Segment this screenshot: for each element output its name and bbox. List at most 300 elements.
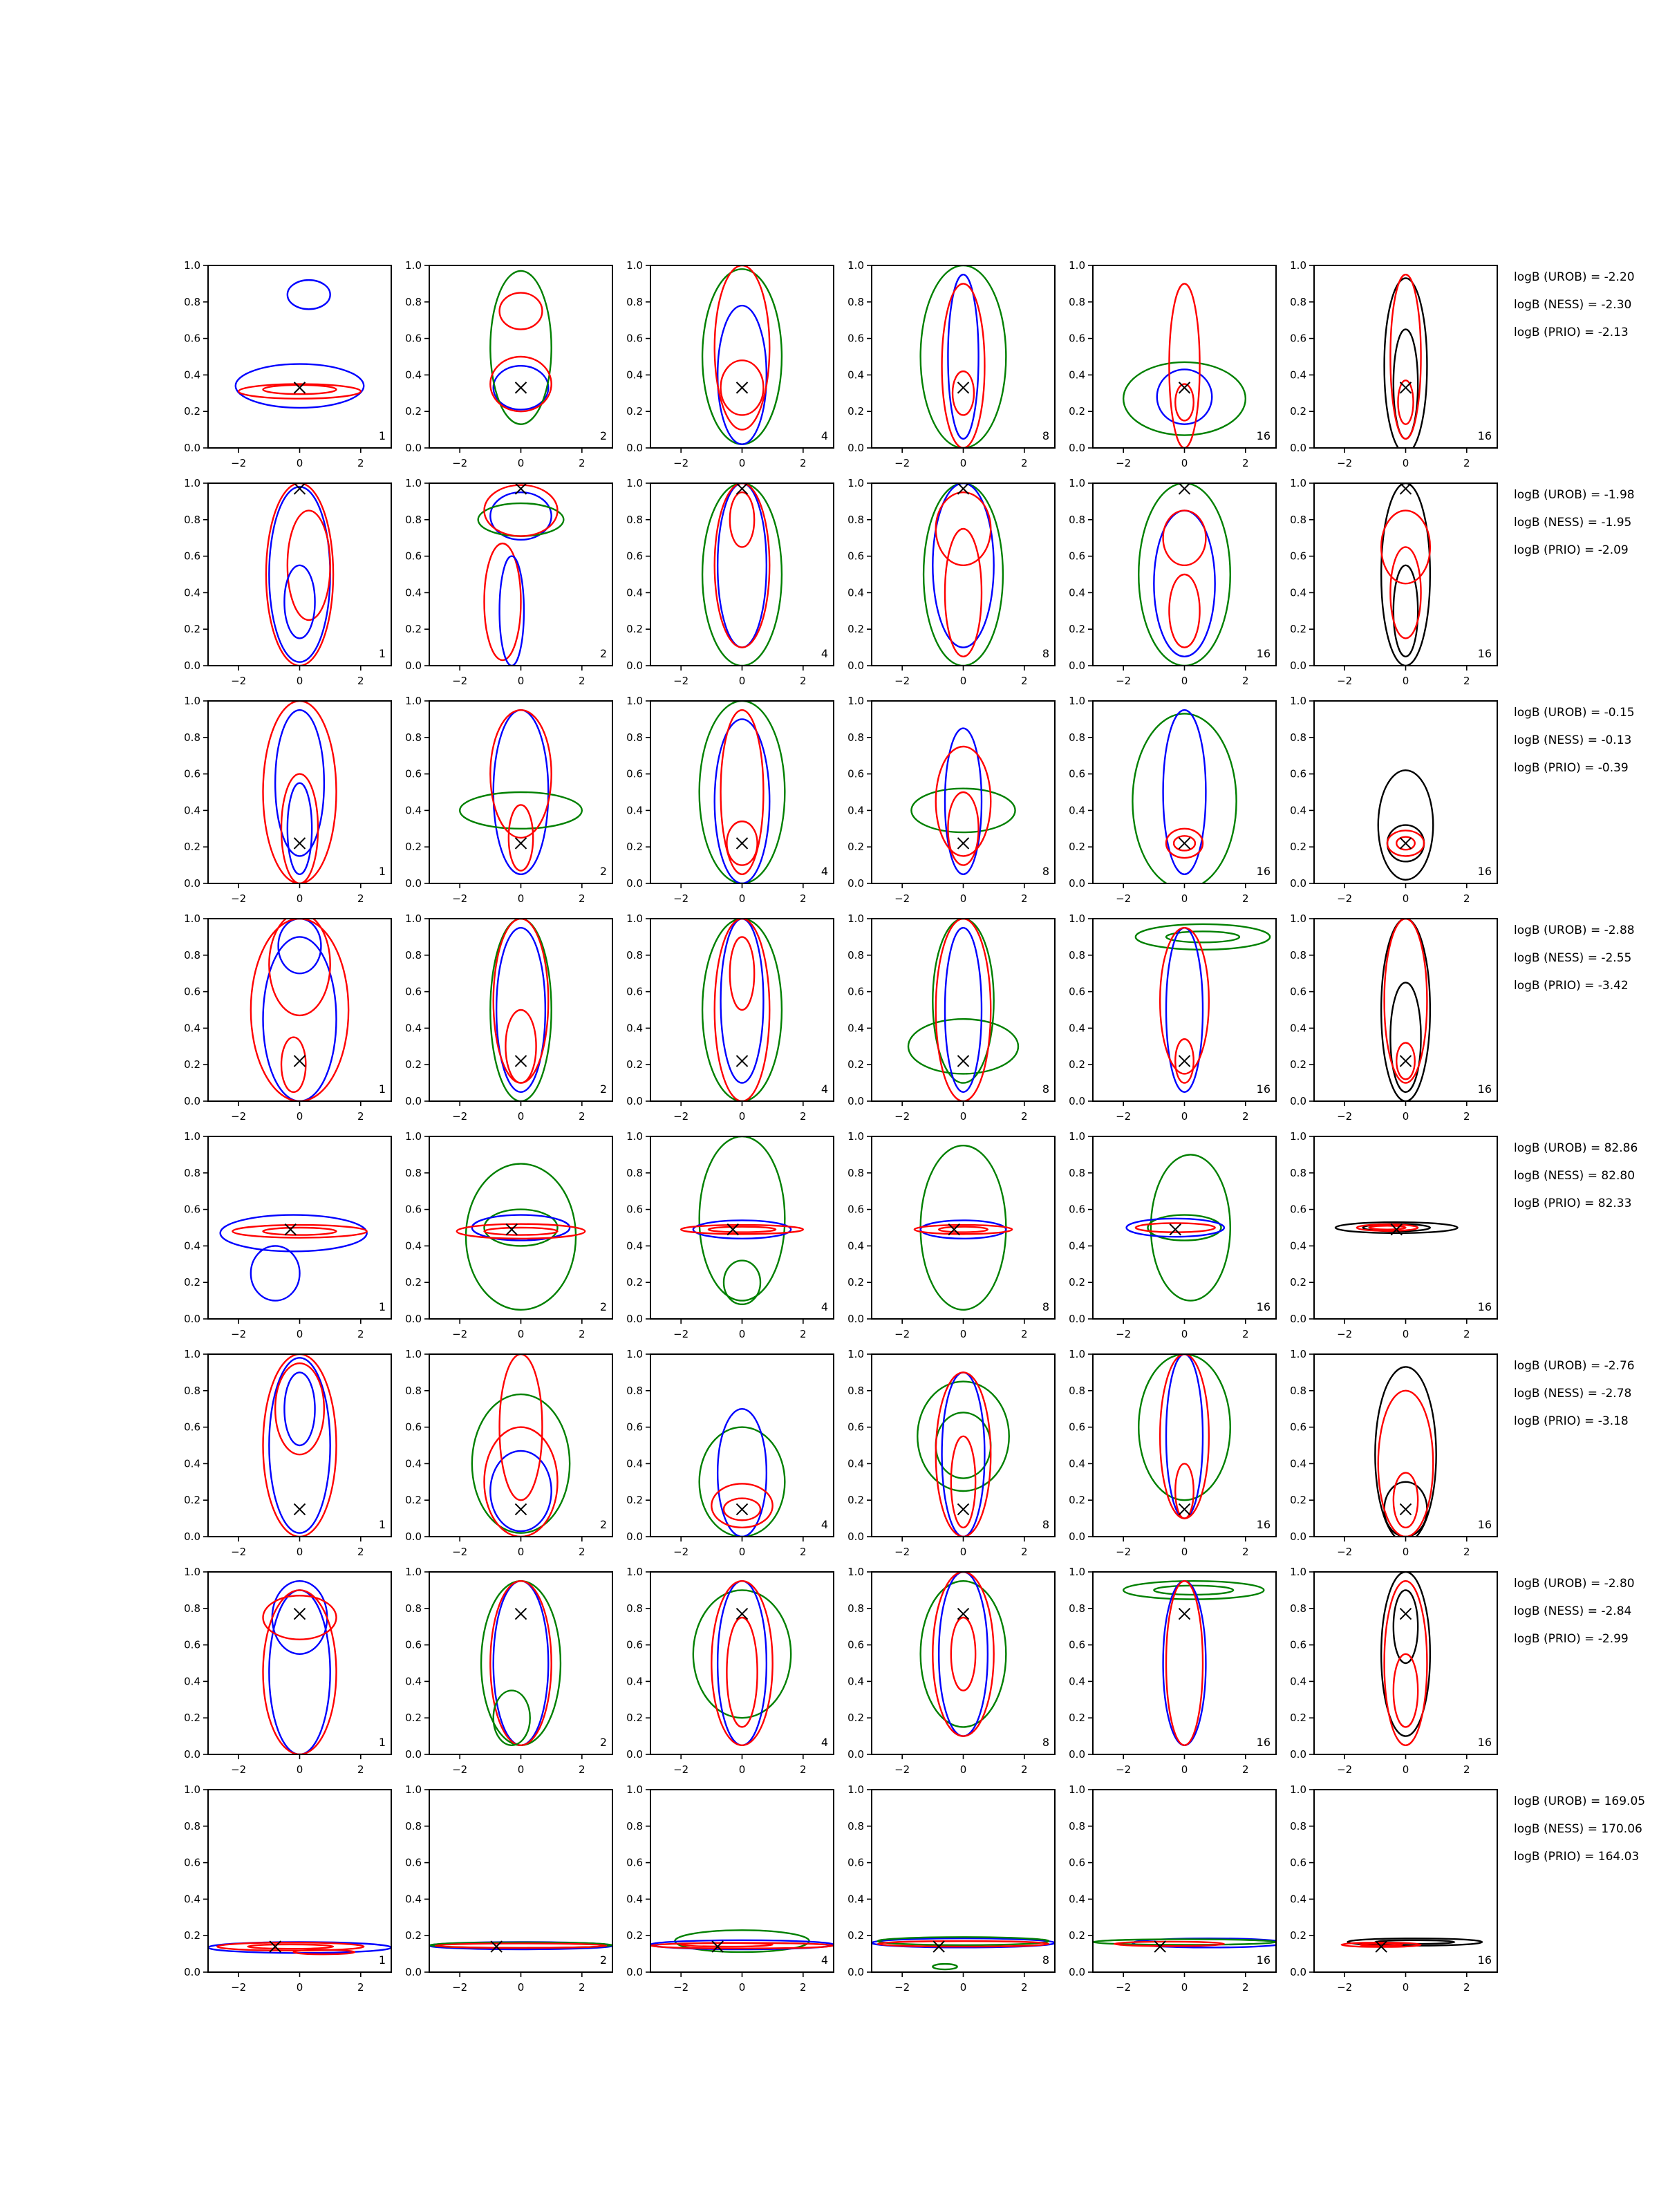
y-tick-label: 0.0 [405, 1095, 422, 1107]
y-tick-label: 0.4 [184, 1239, 200, 1253]
contour-red [269, 913, 330, 1015]
truth-marker [958, 838, 969, 849]
y-tick-label: 0.0 [184, 1748, 200, 1761]
axis-frame [429, 1572, 612, 1754]
x-tick-label: 2 [579, 1981, 585, 1994]
contour-group [681, 1136, 803, 1304]
logb-annotation: logB (PRIO) = -0.39 [1514, 761, 1629, 775]
panel-number: 16 [1256, 1736, 1271, 1749]
truth-marker [294, 838, 306, 849]
y-tick-label: 0.0 [1069, 1095, 1085, 1107]
contour-group [915, 1145, 1012, 1310]
y-tick-label: 0.4 [1290, 804, 1306, 817]
x-tick-label: 0 [296, 675, 303, 687]
logb-annotation: logB (UROB) = -2.20 [1514, 270, 1635, 284]
row-6 [184, 1348, 1634, 1558]
y-tick-label: 0.2 [184, 623, 200, 636]
y-tick-label: 0.2 [405, 405, 422, 418]
contour-green [911, 789, 1015, 832]
contour-blue [921, 1220, 1006, 1238]
y-tick-label: 1.0 [1069, 1783, 1085, 1796]
x-tick-label: −2 [452, 675, 468, 687]
panel-r8-c3 [626, 1783, 834, 1994]
contour-blue [945, 928, 982, 1092]
contour-group [263, 1354, 337, 1537]
panel-number: 16 [1256, 865, 1271, 878]
contour-red [485, 1228, 558, 1235]
y-tick-label: 0.2 [1290, 405, 1306, 418]
panel-r1-c3 [626, 259, 834, 469]
contour-group [1136, 924, 1270, 1092]
truth-marker [1179, 483, 1190, 494]
y-tick-label: 0.8 [1290, 1166, 1306, 1179]
y-tick-label: 0.4 [405, 1893, 422, 1906]
y-tick-label: 0.8 [1069, 731, 1085, 744]
x-tick-label: 0 [517, 1763, 525, 1776]
x-tick-label: 2 [579, 457, 585, 469]
x-tick-label: 2 [357, 1546, 364, 1558]
contour-red [939, 1227, 988, 1232]
x-tick-label: 0 [738, 892, 746, 905]
truth-marker [1170, 1224, 1181, 1235]
truth-marker [1400, 483, 1412, 494]
contour-red [247, 1944, 333, 1949]
y-tick-label: 0.4 [626, 1893, 643, 1906]
panel-number: 16 [1256, 429, 1271, 442]
contour-green [724, 1261, 760, 1304]
y-tick-label: 0.8 [1069, 295, 1085, 308]
contour-blue [272, 1581, 328, 1654]
x-tick-label: 2 [800, 1546, 807, 1558]
panel-r8-c2 [405, 1783, 612, 1994]
x-tick-label: −2 [231, 1546, 247, 1558]
y-tick-label: 0.6 [1290, 550, 1306, 563]
truth-marker [516, 382, 527, 393]
panel-r4-c1 [184, 912, 391, 1123]
y-tick-label: 0.0 [626, 659, 643, 672]
contour-red [951, 1436, 975, 1528]
y-tick-label: 1.0 [184, 1783, 200, 1796]
panel-r8-c5 [1069, 1783, 1285, 1994]
panel-r7-c6 [1290, 1566, 1497, 1776]
y-tick-label: 0.2 [184, 1712, 200, 1725]
y-tick-label: 0.2 [1290, 1276, 1306, 1289]
contour-red [948, 792, 978, 865]
y-tick-label: 1.0 [626, 912, 643, 925]
contour-red [730, 937, 754, 1010]
contour-group [263, 701, 337, 883]
panel-number: 1 [378, 1518, 386, 1531]
contour-blue [718, 306, 767, 444]
x-tick-label: 0 [738, 675, 746, 687]
y-tick-label: 0.0 [626, 1095, 643, 1107]
x-tick-label: 2 [1463, 1763, 1470, 1776]
y-tick-label: 0.0 [184, 1966, 200, 1978]
panel-number: 16 [1477, 647, 1492, 660]
y-tick-label: 1.0 [847, 695, 864, 707]
axis-frame [208, 265, 391, 448]
x-tick-label: −2 [894, 1110, 910, 1123]
x-tick-label: −2 [231, 1328, 247, 1340]
x-tick-label: 0 [517, 1110, 525, 1123]
truth-marker [516, 838, 527, 849]
y-tick-label: 0.2 [184, 1058, 200, 1071]
panel-r1-c4 [847, 259, 1055, 469]
x-tick-label: 2 [1463, 1110, 1470, 1123]
y-tick-label: 0.0 [626, 1313, 643, 1325]
panel-number: 16 [1477, 1300, 1492, 1313]
y-tick-label: 0.2 [184, 1929, 200, 1942]
axis-frame [1093, 1136, 1276, 1319]
y-tick-label: 0.6 [1290, 332, 1306, 345]
x-tick-label: 0 [1181, 1981, 1188, 1994]
panel-r5-c5 [1069, 1130, 1276, 1340]
y-tick-label: 0.8 [1290, 295, 1306, 308]
y-tick-label: 0.4 [184, 1022, 200, 1035]
panel-number: 16 [1256, 1082, 1271, 1096]
axis-frame [1314, 265, 1497, 448]
x-tick-label: 2 [1021, 1328, 1028, 1340]
y-tick-label: 0.6 [1069, 1856, 1085, 1869]
y-tick-label: 0.4 [405, 368, 422, 382]
y-tick-label: 0.4 [405, 586, 422, 599]
contour-green [924, 483, 1003, 666]
x-tick-label: 0 [1181, 457, 1188, 469]
contour-red [288, 511, 330, 620]
panel-number: 1 [378, 1300, 386, 1313]
truth-marker [737, 1503, 748, 1515]
y-tick-label: 0.4 [405, 1022, 422, 1035]
axis-frame [208, 1572, 391, 1754]
contour-group [1138, 483, 1230, 666]
contour-green [700, 701, 785, 883]
y-tick-label: 0.2 [626, 1494, 643, 1507]
panel-r6-c1 [184, 1348, 391, 1558]
truth-marker [294, 1609, 306, 1620]
contour-blue [715, 719, 770, 883]
y-tick-label: 0.2 [626, 1276, 643, 1289]
y-tick-label: 0.4 [1069, 586, 1085, 599]
contour-green [1138, 1354, 1230, 1500]
x-tick-label: −2 [1116, 1110, 1132, 1123]
y-tick-label: 0.8 [1069, 1819, 1085, 1833]
x-tick-label: 0 [517, 675, 525, 687]
y-tick-label: 0.8 [405, 295, 422, 308]
panel-r2-c4 [847, 477, 1055, 687]
y-tick-label: 1.0 [847, 1783, 864, 1796]
panel-number: 1 [378, 865, 386, 878]
y-tick-label: 0.6 [405, 985, 422, 998]
panel-number: 2 [599, 1953, 607, 1967]
contour-group [872, 1937, 1055, 1969]
y-tick-label: 0.4 [184, 1893, 200, 1906]
x-tick-label: −2 [452, 1546, 468, 1558]
y-tick-label: 0.0 [1290, 1530, 1306, 1543]
y-tick-label: 0.4 [405, 804, 422, 817]
contour-group [1381, 1572, 1430, 1745]
y-tick-label: 0.0 [847, 1748, 864, 1761]
x-tick-label: −2 [452, 892, 468, 905]
x-tick-label: 2 [1242, 457, 1249, 469]
contour-red [490, 710, 551, 838]
y-tick-label: 1.0 [1069, 259, 1085, 272]
y-tick-label: 0.0 [847, 659, 864, 672]
x-tick-label: 0 [296, 892, 303, 905]
panel-r8-c4 [847, 1783, 1055, 1994]
axis-frame [208, 919, 391, 1101]
contour-group [924, 483, 1003, 666]
panel-r6-c6 [1290, 1348, 1497, 1558]
y-tick-label: 1.0 [626, 1130, 643, 1143]
y-tick-label: 0.6 [405, 550, 422, 563]
x-tick-label: 0 [959, 457, 967, 469]
y-tick-label: 0.0 [1290, 1966, 1306, 1978]
y-tick-label: 0.0 [626, 1530, 643, 1543]
y-tick-label: 0.4 [405, 1675, 422, 1688]
y-tick-label: 0.4 [1069, 1893, 1085, 1906]
y-tick-label: 1.0 [405, 695, 422, 707]
y-tick-label: 0.0 [405, 659, 422, 672]
y-tick-label: 1.0 [626, 477, 643, 489]
x-tick-label: −2 [673, 892, 689, 905]
y-tick-label: 0.8 [1290, 731, 1306, 744]
y-tick-label: 0.8 [626, 513, 643, 526]
y-tick-label: 0.2 [1069, 1494, 1085, 1507]
panel-number: 1 [378, 1953, 386, 1967]
truth-marker [1400, 1609, 1412, 1620]
contour-black [1390, 982, 1421, 1091]
truth-marker [737, 382, 748, 393]
y-tick-label: 1.0 [1290, 912, 1306, 925]
y-tick-label: 1.0 [1069, 1130, 1085, 1143]
y-tick-label: 0.2 [847, 1712, 864, 1725]
panel-number: 4 [821, 1736, 828, 1749]
contour-blue [269, 487, 330, 662]
x-tick-label: −2 [452, 1763, 468, 1776]
panel-r3-c5 [1069, 695, 1276, 905]
y-tick-label: 0.8 [1290, 1602, 1306, 1615]
y-tick-label: 1.0 [184, 1566, 200, 1578]
x-tick-label: 0 [1181, 1546, 1188, 1558]
contour-group [911, 729, 1015, 874]
y-tick-label: 0.2 [626, 1712, 643, 1725]
logb-annotation: logB (PRIO) = -2.99 [1514, 1632, 1629, 1646]
contour-blue [718, 483, 767, 648]
y-tick-label: 0.4 [847, 804, 864, 817]
y-tick-label: 0.2 [184, 405, 200, 418]
y-tick-label: 0.2 [626, 1058, 643, 1071]
contour-black [1394, 1590, 1418, 1663]
contour-blue [939, 1572, 988, 1736]
y-tick-label: 0.8 [1069, 1602, 1085, 1615]
truth-marker [1400, 1503, 1412, 1515]
y-tick-label: 0.2 [405, 1712, 422, 1725]
x-tick-label: −2 [1116, 1981, 1132, 1994]
x-tick-label: 0 [1402, 1110, 1409, 1123]
y-tick-label: 0.6 [405, 1203, 422, 1216]
y-tick-label: 0.8 [626, 1602, 643, 1615]
y-tick-label: 1.0 [626, 695, 643, 707]
y-tick-label: 0.6 [626, 1421, 643, 1434]
y-tick-label: 0.6 [626, 1856, 643, 1869]
y-tick-label: 0.4 [184, 368, 200, 382]
panel-r8-c6 [1290, 1783, 1497, 1994]
contour-group [481, 1581, 561, 1745]
y-tick-label: 0.4 [1069, 1239, 1085, 1253]
y-tick-label: 0.4 [1290, 368, 1306, 382]
truth-marker [516, 1056, 527, 1067]
row-1 [184, 259, 1634, 469]
axis-frame [650, 1136, 834, 1319]
x-tick-label: 0 [296, 1546, 303, 1558]
y-tick-label: 0.2 [847, 623, 864, 636]
x-tick-label: 2 [579, 1110, 585, 1123]
contour-group [1381, 919, 1430, 1101]
x-tick-label: 0 [959, 675, 967, 687]
contour-group [700, 701, 785, 883]
panel-r1-c6 [1290, 259, 1497, 469]
contour-red [251, 919, 348, 1101]
y-tick-label: 0.6 [184, 1203, 200, 1216]
panel-number: 16 [1477, 865, 1492, 878]
y-tick-label: 0.2 [847, 1494, 864, 1507]
contour-red [936, 1372, 991, 1537]
y-tick-label: 0.2 [405, 1929, 422, 1942]
x-tick-label: −2 [673, 1328, 689, 1340]
contour-green [1136, 924, 1270, 950]
contour-red [485, 1427, 558, 1537]
contour-group [917, 1372, 1009, 1537]
y-tick-label: 0.4 [1290, 1893, 1306, 1906]
x-tick-label: −2 [1116, 1546, 1132, 1558]
y-tick-label: 0.4 [1069, 368, 1085, 382]
y-tick-label: 1.0 [847, 1566, 864, 1578]
x-tick-label: 0 [296, 1763, 303, 1776]
y-tick-label: 0.2 [626, 1929, 643, 1942]
y-tick-label: 0.6 [847, 550, 864, 563]
logb-annotation: logB (PRIO) = -3.18 [1514, 1414, 1629, 1428]
y-tick-label: 0.0 [405, 1530, 422, 1543]
x-tick-label: −2 [1116, 1763, 1132, 1776]
contour-red [1378, 1391, 1434, 1537]
y-tick-label: 0.6 [184, 332, 200, 345]
panel-number: 16 [1477, 429, 1492, 442]
y-tick-label: 0.6 [1069, 550, 1085, 563]
y-tick-label: 0.2 [1069, 1712, 1085, 1725]
x-tick-label: 0 [1402, 1981, 1409, 1994]
x-tick-label: −2 [1337, 1981, 1353, 1994]
y-tick-label: 0.8 [184, 948, 200, 962]
contour-group [1335, 1222, 1458, 1235]
panel-r1-c1 [184, 259, 391, 469]
x-tick-label: 2 [357, 1763, 364, 1776]
y-tick-label: 0.8 [1069, 1166, 1085, 1179]
y-tick-label: 1.0 [847, 259, 864, 272]
x-tick-label: 2 [357, 1328, 364, 1340]
panel-number: 16 [1256, 1953, 1271, 1967]
contour-blue [1166, 1354, 1203, 1519]
y-tick-label: 0.0 [847, 1095, 864, 1107]
panel-r5-c4 [847, 1130, 1055, 1340]
contour-red [1166, 1581, 1203, 1745]
x-tick-label: 0 [296, 1328, 303, 1340]
panel-r7-c4 [847, 1566, 1055, 1776]
panel-number: 4 [821, 1082, 828, 1096]
y-tick-label: 1.0 [405, 1348, 422, 1360]
x-tick-label: 2 [800, 1328, 807, 1340]
x-tick-label: 0 [959, 1328, 967, 1340]
contour-red [945, 529, 982, 657]
y-tick-label: 0.0 [1290, 877, 1306, 890]
x-tick-label: −2 [231, 675, 247, 687]
x-tick-label: −2 [231, 892, 247, 905]
x-tick-label: −2 [1337, 1546, 1353, 1558]
panel-r7-c2 [405, 1566, 612, 1776]
panel-number: 8 [1042, 1953, 1049, 1967]
y-tick-label: 0.6 [184, 1638, 200, 1651]
y-tick-label: 0.6 [184, 1856, 200, 1869]
panel-r2-c6 [1290, 477, 1497, 687]
contour-green [932, 919, 993, 1083]
x-tick-label: −2 [894, 1328, 910, 1340]
y-tick-label: 0.8 [1069, 513, 1085, 526]
axis-frame [872, 1136, 1055, 1319]
x-tick-label: 0 [1402, 1546, 1409, 1558]
y-tick-label: 0.4 [184, 586, 200, 599]
truth-marker [516, 1609, 527, 1620]
contour-red [494, 919, 549, 1083]
y-tick-label: 0.4 [626, 1675, 643, 1688]
y-tick-label: 0.2 [405, 1058, 422, 1071]
y-tick-label: 0.2 [847, 841, 864, 854]
y-tick-label: 0.6 [847, 767, 864, 780]
x-tick-label: 0 [1402, 1328, 1409, 1340]
y-tick-label: 0.4 [626, 586, 643, 599]
y-tick-label: 0.6 [847, 1638, 864, 1651]
truth-marker [294, 1503, 306, 1515]
x-tick-label: −2 [231, 1110, 247, 1123]
contour-group [1342, 1938, 1482, 1952]
y-tick-label: 1.0 [1069, 1566, 1085, 1578]
y-tick-label: 1.0 [1290, 1783, 1306, 1796]
x-tick-label: −2 [894, 675, 910, 687]
y-tick-label: 0.8 [405, 731, 422, 744]
y-tick-label: 0.0 [1069, 1966, 1085, 1978]
truth-marker [294, 1056, 306, 1067]
x-tick-label: −2 [1337, 892, 1353, 905]
y-tick-label: 0.4 [847, 1675, 864, 1688]
contour-blue [948, 274, 978, 439]
panel-r7-c3 [626, 1566, 834, 1776]
x-tick-label: −2 [452, 457, 468, 469]
x-tick-label: −2 [452, 1328, 468, 1340]
y-tick-label: 1.0 [626, 259, 643, 272]
contour-red [932, 1572, 993, 1736]
panel-r3-c3 [626, 695, 834, 905]
y-tick-label: 0.0 [184, 442, 200, 454]
x-tick-label: 0 [296, 1981, 303, 1994]
panel-r7-c5 [1069, 1566, 1276, 1776]
y-tick-label: 1.0 [1290, 1566, 1306, 1578]
panel-r6-c2 [405, 1348, 612, 1558]
y-tick-label: 1.0 [1069, 912, 1085, 925]
y-tick-label: 0.4 [184, 1675, 200, 1688]
y-tick-label: 0.4 [1069, 1022, 1085, 1035]
x-tick-label: 0 [517, 892, 525, 905]
x-tick-label: −2 [1337, 457, 1353, 469]
y-tick-label: 0.2 [1290, 1712, 1306, 1725]
logb-annotation: logB (UROB) = -1.98 [1514, 488, 1635, 502]
